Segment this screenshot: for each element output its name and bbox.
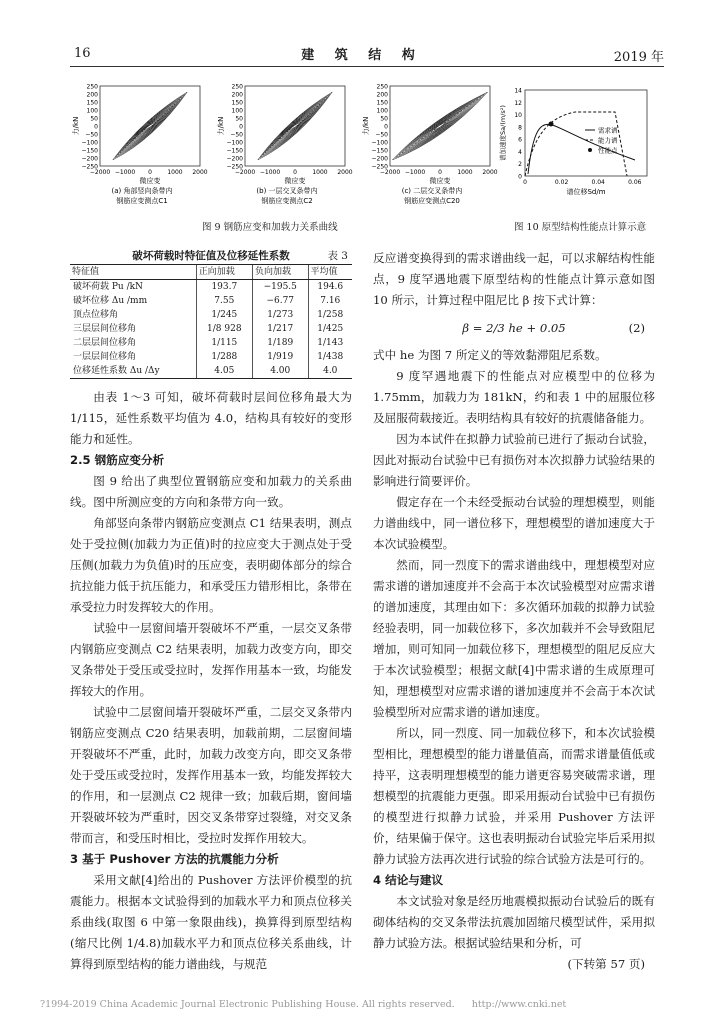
fig10-y-tick: 4 bbox=[518, 148, 522, 156]
table-header: 正向加载 bbox=[196, 265, 252, 280]
paragraph: 反应谱变换得到的需求谱曲线一起，可以求解结构性能点，9 度罕遇地震下原型结构的性能点计算示意如图 10 所示，计算过程中阻尼比 β 按下式计算： bbox=[373, 251, 655, 307]
performance-point bbox=[549, 122, 554, 127]
paragraph: 采用文献[4]给出的 Pushover 方法评价模型的抗震能力。根据本文试验得到的加载水平力和顶点位移关系曲线(取图 6 中第一象限曲线)，换算得到原型结构(缩尺比例 1/4.8)加载水平力和顶点位移关系曲线，计算得到原型结构的能力谱曲线，与规范 bbox=[70, 873, 352, 971]
table-row bbox=[70, 336, 352, 350]
legend-label: 需求谱 bbox=[598, 126, 618, 135]
panel-caption: (a) 角部竖向条带内 bbox=[111, 187, 173, 195]
fig10-x-tick: 0.04 bbox=[591, 179, 605, 186]
table-cell: 7.16 bbox=[308, 294, 352, 308]
table-row bbox=[70, 364, 352, 379]
formula-2 bbox=[373, 311, 655, 345]
page-footer bbox=[40, 999, 694, 1010]
fig10-y-tick: 10 bbox=[514, 112, 522, 120]
right-column bbox=[373, 248, 655, 975]
fig10-y-tick: 14 bbox=[514, 87, 522, 95]
x-tick-label: 1000 bbox=[312, 169, 328, 176]
table-cell: 1/189 bbox=[252, 336, 308, 350]
y-axis-label: 力/kN bbox=[217, 116, 225, 136]
section-heading: 2.5 钢筋应变分析 bbox=[70, 453, 165, 467]
table-cell: 顶点位移角 bbox=[73, 310, 119, 320]
table-header: 负向加载 bbox=[252, 265, 308, 280]
header-rule bbox=[70, 66, 664, 67]
figure-area bbox=[70, 84, 690, 234]
table3-title: 破坏荷载时特征值及位移延性系数 bbox=[132, 250, 290, 262]
y-tick-label: 250 bbox=[86, 84, 98, 91]
fig10-y-label: 谱加速度Sa/(m/s²) bbox=[499, 105, 507, 161]
x-axis-label: 微应变 bbox=[429, 177, 451, 185]
fig10-x-tick: 0.06 bbox=[628, 179, 642, 186]
y-tick-label: −150 bbox=[371, 147, 388, 155]
fig10-x-tick: 0 bbox=[523, 179, 527, 186]
table-cell: 1/273 bbox=[252, 308, 308, 322]
y-tick-label: −150 bbox=[226, 147, 243, 155]
x-axis-label: 微应变 bbox=[139, 177, 161, 185]
x-tick-label: 0 bbox=[438, 169, 442, 176]
table-cell: 4.0 bbox=[308, 364, 352, 379]
table-cell: 1/258 bbox=[308, 308, 352, 322]
y-tick-label: −200 bbox=[81, 155, 98, 163]
y-tick-label: 200 bbox=[376, 91, 388, 99]
table-row bbox=[70, 322, 352, 336]
legend-marker bbox=[588, 148, 592, 152]
page-number: 16 bbox=[74, 46, 91, 61]
x-tick-label: 2000 bbox=[482, 169, 498, 176]
table-cell: 1/143 bbox=[308, 336, 352, 350]
y-tick-label: −150 bbox=[81, 147, 98, 155]
left-column bbox=[70, 248, 352, 975]
x-tick-label: 2000 bbox=[337, 169, 353, 176]
table-cell: 194.6 bbox=[308, 280, 352, 295]
hysteresis-curve bbox=[113, 92, 187, 160]
paragraph: 因为本试件在拟静力试验前已进行了振动台试验，因此对振动台试验中已有损伤对本次拟静力试验结果的影响进行简要评价。 bbox=[373, 432, 655, 488]
fig10-y-tick: 12 bbox=[514, 99, 522, 107]
y-tick-label: 50 bbox=[235, 115, 243, 123]
paragraph: 试验中一层窗间墙开裂破坏不严重，一层交叉条带内钢筋应变测点 C2 结果表明，加载力改变方向，即交叉条带处于受压或受拉时，发挥作用基本一致，均能发挥较大的作用。 bbox=[70, 621, 352, 698]
table-cell: 7.55 bbox=[196, 294, 252, 308]
table-row bbox=[70, 280, 352, 295]
table-cell: 1/115 bbox=[196, 336, 252, 350]
x-axis-label: 微应变 bbox=[284, 177, 306, 185]
table-cell: 193.7 bbox=[196, 280, 252, 295]
y-tick-label: −50 bbox=[85, 131, 98, 139]
y-tick-label: −100 bbox=[226, 139, 243, 147]
paragraph: 然而，同一烈度下的需求谱曲线中，理想模型对应需求谱的谱加速度并不会高于本次试验模型对应需求谱的谱加速度，其理由如下：多次循环加载的拟静力试验经验表明，同一加载位移下，多次加载并不会导致阻尼增加，则可知同一加载位移下，理想模型的阻尼反应大于本次试验模型；根据文献[4]中需求谱的生成原理可知，理想模型对应需求谱的谱加速度并不会高于本次试验模型所对应需求谱的谱加速度。 bbox=[373, 558, 655, 719]
y-tick-label: −250 bbox=[226, 163, 243, 171]
y-tick-label: 200 bbox=[86, 91, 98, 99]
x-tick-label: −1000 bbox=[404, 169, 426, 176]
panel-caption: 钢筋应变测点C2 bbox=[261, 197, 313, 205]
x-tick-label: 0 bbox=[293, 169, 297, 176]
plot-frame bbox=[390, 86, 490, 166]
table-cell: 1/919 bbox=[252, 350, 308, 364]
y-tick-label: −250 bbox=[371, 163, 388, 171]
x-tick-label: 2000 bbox=[192, 169, 208, 176]
hysteresis-curve bbox=[258, 92, 332, 160]
table-cell: 1/438 bbox=[308, 350, 352, 364]
y-tick-label: 250 bbox=[231, 84, 243, 91]
table3 bbox=[70, 264, 352, 379]
paragraph: 角部竖向条带内钢筋应变测点 C1 结果表明，测点处于受拉侧(加载力为正值)时的拉应变大于测点处于受压侧(加载力为负值)时的压应变，表明砌体部分的综合抗拉能力低于抗压能力，和承受压力错形相比，条带在承受拉力时发挥较大的作用。 bbox=[70, 516, 352, 614]
legend-label: 能力谱 bbox=[598, 136, 618, 145]
x-tick-label: 1000 bbox=[457, 169, 473, 176]
paragraph: 试验中二层窗间墙开裂破坏严重，二层交叉条带内钢筋应变测点 C20 结果表明，加载前期，二层窗间墙开裂破坏不严重，此时，加载力改变方向，即交叉条带处于受压或受拉时，发挥作用基本一致，均能发挥较大的作用，和一层测点 C2 规律一致；加载后期，窗间墙开裂破坏较为严重时，因交叉条带穿过裂缝，对交叉条带而言，和受压时相比，受拉时发挥作用较大。 bbox=[70, 705, 352, 845]
fig10-y-tick: 8 bbox=[518, 124, 522, 132]
hysteresis-curve bbox=[392, 92, 487, 160]
y-axis-label: 力/kN bbox=[72, 116, 80, 136]
table-cell: 4.05 bbox=[196, 364, 252, 379]
section-heading: 4 结论与建议 bbox=[373, 873, 444, 887]
y-tick-label: 100 bbox=[86, 107, 98, 115]
fig10-y-tick: 0 bbox=[518, 173, 522, 181]
fig10-frame bbox=[525, 90, 647, 176]
y-tick-label: 150 bbox=[86, 99, 98, 107]
paragraph: 由表 1～3 可知，破坏荷载时层间位移角最大为 1/115，延性系数平均值为 4.0，结构具有较好的变形能力和延性。 bbox=[70, 390, 352, 446]
table-cell: 破坏荷载 Pu /kN bbox=[73, 282, 143, 292]
table3-title-row bbox=[70, 248, 352, 264]
legend-label: 性能点 bbox=[598, 146, 618, 155]
y-tick-label: 100 bbox=[231, 107, 243, 115]
table3-number: 表 3 bbox=[327, 250, 348, 262]
y-tick-label: 50 bbox=[90, 115, 98, 123]
y-tick-label: −200 bbox=[371, 155, 388, 163]
page-header bbox=[60, 44, 664, 64]
table-cell: 位移延性系数 Δu /Δy bbox=[70, 364, 196, 379]
fig10-caption: 图 10 原型结构性能点计算示意 bbox=[514, 222, 647, 233]
paragraph: 本文试验对象是经历地震模拟振动台试验后的既有砌体结构的交叉条带法抗震加固缩尺模型试件，采用拟静力试验方法。根据试验结果和分析，可 bbox=[373, 894, 655, 950]
footer-url: http://www.cnki.net bbox=[471, 999, 567, 1010]
y-tick-label: −100 bbox=[371, 139, 388, 147]
panel-caption: (b) 一层交叉条带内 bbox=[256, 187, 318, 195]
y-tick-label: 50 bbox=[380, 115, 388, 123]
table-cell: 1/8 928 bbox=[196, 322, 252, 336]
table-header: 平均值 bbox=[308, 265, 352, 280]
y-tick-label: 150 bbox=[376, 99, 388, 107]
y-tick-label: 100 bbox=[376, 107, 388, 115]
journal-title: 建 筑 结 构 bbox=[301, 48, 423, 63]
table-cell: 1/425 bbox=[308, 322, 352, 336]
table-header: 特征值 bbox=[70, 265, 196, 280]
y-tick-label: −50 bbox=[375, 131, 388, 139]
x-tick-label: −1000 bbox=[259, 169, 281, 176]
y-tick-label: 0 bbox=[239, 123, 243, 131]
y-tick-label: 0 bbox=[94, 123, 98, 131]
table-cell: 一层层间位移角 bbox=[73, 352, 137, 362]
panel-caption: 钢筋应变测点C20 bbox=[404, 197, 460, 205]
section-heading: 3 基于 Pushover 方法的抗震能力分析 bbox=[70, 852, 279, 866]
paragraph: 式中 he 为图 7 所定义的等效黏滞阻尼系数。 bbox=[373, 348, 607, 362]
fig9-caption: 图 9 钢筋应变和加载力关系曲线 bbox=[202, 222, 338, 233]
y-tick-label: −100 bbox=[81, 139, 98, 147]
y-tick-label: −250 bbox=[81, 163, 98, 171]
y-tick-label: 0 bbox=[384, 123, 388, 131]
table-cell: 破坏位移 Δu /mm bbox=[73, 296, 148, 306]
y-tick-label: 200 bbox=[231, 91, 243, 99]
year: 2019 年 bbox=[613, 50, 664, 65]
y-tick-label: 250 bbox=[376, 84, 388, 91]
table-cell: 1/288 bbox=[196, 350, 252, 364]
table-cell: 二层层间位移角 bbox=[73, 338, 137, 348]
table-cell: −195.5 bbox=[252, 280, 308, 295]
table-cell: 三层层间位移角 bbox=[73, 324, 137, 334]
table-row bbox=[70, 308, 352, 322]
continued-note: (下转第 57 页) bbox=[567, 957, 645, 971]
y-axis-label: 力/kN bbox=[362, 116, 370, 136]
y-tick-label: −200 bbox=[226, 155, 243, 163]
plot-frame bbox=[100, 86, 200, 166]
x-tick-label: 1000 bbox=[167, 169, 183, 176]
paragraph: 假定存在一个未经受振动台试验的理想模型，则能力谱曲线中，同一谱位移下，理想模型的谱加速度大于本次试验模型。 bbox=[373, 495, 655, 551]
table-row bbox=[70, 294, 352, 308]
panel-caption: 钢筋应变测点C1 bbox=[116, 197, 168, 205]
formula-text: β = 2/3 he + 0.05 bbox=[462, 321, 566, 335]
fig10-y-tick: 6 bbox=[518, 136, 522, 144]
y-tick-label: −50 bbox=[230, 131, 243, 139]
table-cell: 1/217 bbox=[252, 322, 308, 336]
paragraph: 所以，同一烈度、同一加载位移下，和本次试验模型相比，理想模型的能力谱量值高，而需求谱量值低或持平，这表明理想模型的能力谱更容易突破需求谱，理想模型的抗震能力更强。即采用振动台试验中已有损伤的模型进行拟静力试验，并采用 Pushover 方法评价，结果偏于保守。这也表明振动台试验完毕后采用拟静力试验方法再次进行试验的综合试验方法是可行的。 bbox=[373, 726, 655, 866]
fig10-x-label: 谱位移Sd/m bbox=[566, 188, 606, 196]
table-row bbox=[70, 350, 352, 364]
x-tick-label: −2000 bbox=[379, 169, 401, 176]
paragraph: 图 9 给出了典型位置钢筋应变和加载力的关系曲线。图中所测应变的方向和条带方向一致。 bbox=[70, 474, 352, 509]
table-cell: 1/245 bbox=[196, 308, 252, 322]
y-tick-label: 150 bbox=[231, 99, 243, 107]
formula-number: (2) bbox=[628, 321, 645, 335]
x-tick-label: −1000 bbox=[114, 169, 136, 176]
fig10-x-tick: 0.02 bbox=[554, 179, 569, 186]
table-cell: 4.00 bbox=[252, 364, 308, 379]
table-cell: −6.77 bbox=[252, 294, 308, 308]
panel-caption: (c) 二层交叉条带内 bbox=[401, 187, 463, 195]
x-tick-label: −2000 bbox=[89, 169, 111, 176]
fig10-y-tick: 2 bbox=[518, 161, 522, 169]
copyright: ?1994-2019 China Academic Journal Electronic Publishing House. All rights reserved. bbox=[40, 999, 455, 1010]
paragraph: 9 度罕遇地震下的性能点对应模型中的位移为 1.75mm，加载力为 181kN，约和表 1 中的屈服位移及屈服荷载接近。表明结构具有较好的抗震储备能力。 bbox=[373, 369, 655, 425]
x-tick-label: 0 bbox=[148, 169, 152, 176]
plot-frame bbox=[245, 86, 345, 166]
x-tick-label: −2000 bbox=[234, 169, 256, 176]
